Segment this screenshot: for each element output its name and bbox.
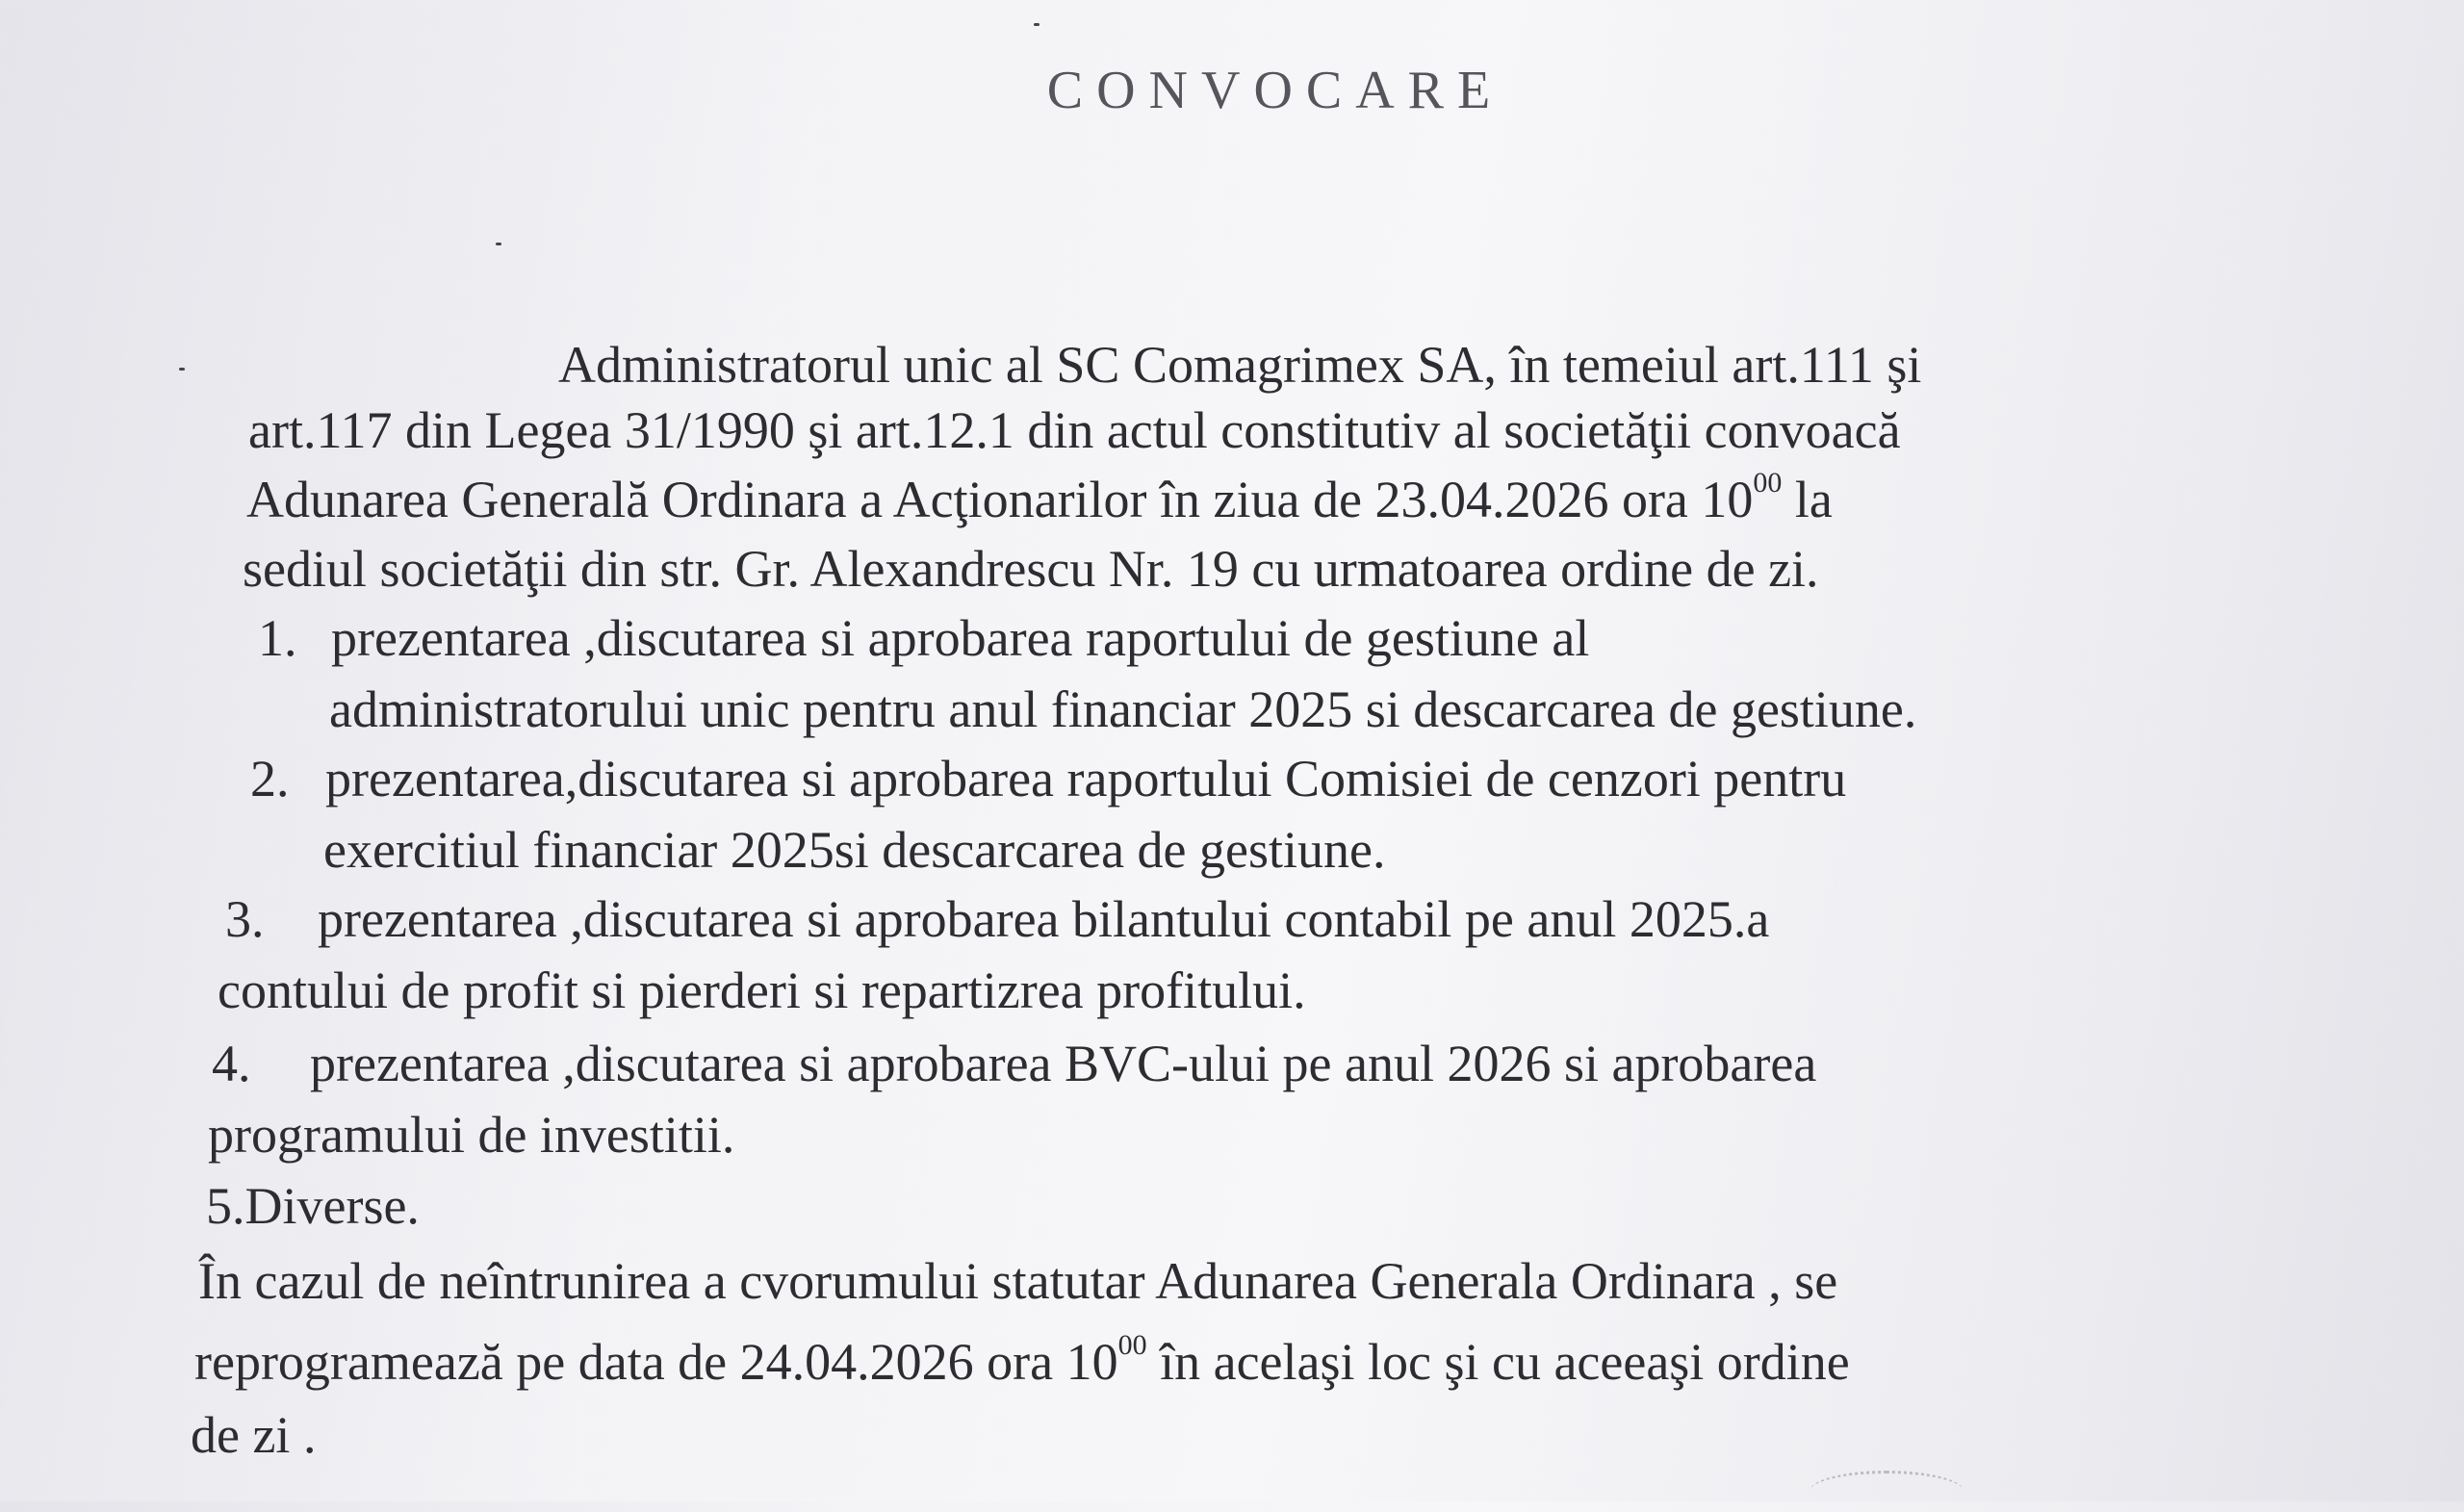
time-superscript-2: 00: [1117, 1329, 1147, 1361]
item-1-line-2: administratorului unic pentru anul financiar 2025 si descarcarea de gestiune.: [329, 680, 1917, 738]
time-superscript: 00: [1753, 467, 1783, 499]
item-1-line-1: prezentarea ,discutarea si aprobarea raportului de gestiune al: [331, 609, 1590, 667]
paragraph-line-3-text: Adunarea Generală Ordinara a Acţionarilor în ziua de 23.04.2026 ora 10: [246, 471, 1754, 528]
item-5: 5.Diverse.: [206, 1177, 420, 1235]
scan-speck: [496, 243, 501, 245]
closing-line-2-tail: în acelaşi loc şi cu aceeaşi ordine: [1160, 1333, 1850, 1391]
item-4-line-1: prezentarea ,discutarea si aprobarea BVC-ului pe anul 2026 si aprobarea: [310, 1035, 1817, 1092]
item-4-number: 4.: [212, 1035, 251, 1092]
closing-line-2-text: reprogramează pe data de 24.04.2026 ora 10: [194, 1333, 1118, 1391]
item-2-line-1: prezentarea,discutarea si aprobarea raportului Comisiei de cenzori pentru: [325, 750, 1847, 807]
item-4-line-2: programului de investitii.: [208, 1106, 735, 1164]
closing-line-2: [194, 1329, 1850, 1392]
paragraph-line-1: Administratorul unic al SC Comagrimex SA, în temeiul art.111 şi: [558, 336, 1922, 394]
document-title: CONVOCARE: [1046, 61, 1504, 120]
item-2-number: 2.: [250, 750, 290, 807]
closing-line-3: de zi .: [191, 1406, 317, 1464]
item-1-number: 1.: [258, 609, 297, 667]
scan-speck: [179, 368, 185, 371]
item-3-number: 3.: [225, 890, 265, 948]
paragraph-line-3-tail: la: [1794, 471, 1833, 528]
scan-speck: [1034, 23, 1040, 26]
item-3-line-1: prezentarea ,discutarea si aprobarea bilantului contabil pe anul 2025.a: [318, 890, 1770, 948]
closing-line-1: În cazul de neîntrunirea a cvorumului statutar Adunarea Generala Ordinara , se: [198, 1252, 1838, 1310]
item-2-line-2: exercitiul financiar 2025si descarcarea de gestiune.: [323, 821, 1386, 879]
stamp-fragment: [1810, 1471, 1964, 1512]
item-3-line-2: contului de profit si pierderi si repartizrea profitului.: [218, 961, 1306, 1019]
paragraph-line-4: sediul societăţii din str. Gr. Alexandrescu Nr. 19 cu urmatoarea ordine de zi.: [243, 540, 1819, 598]
paragraph-line-3: [246, 467, 1833, 529]
paragraph-line-2: art.117 din Legea 31/1990 şi art.12.1 din actul constitutiv al societăţii convoacă: [248, 401, 1901, 459]
